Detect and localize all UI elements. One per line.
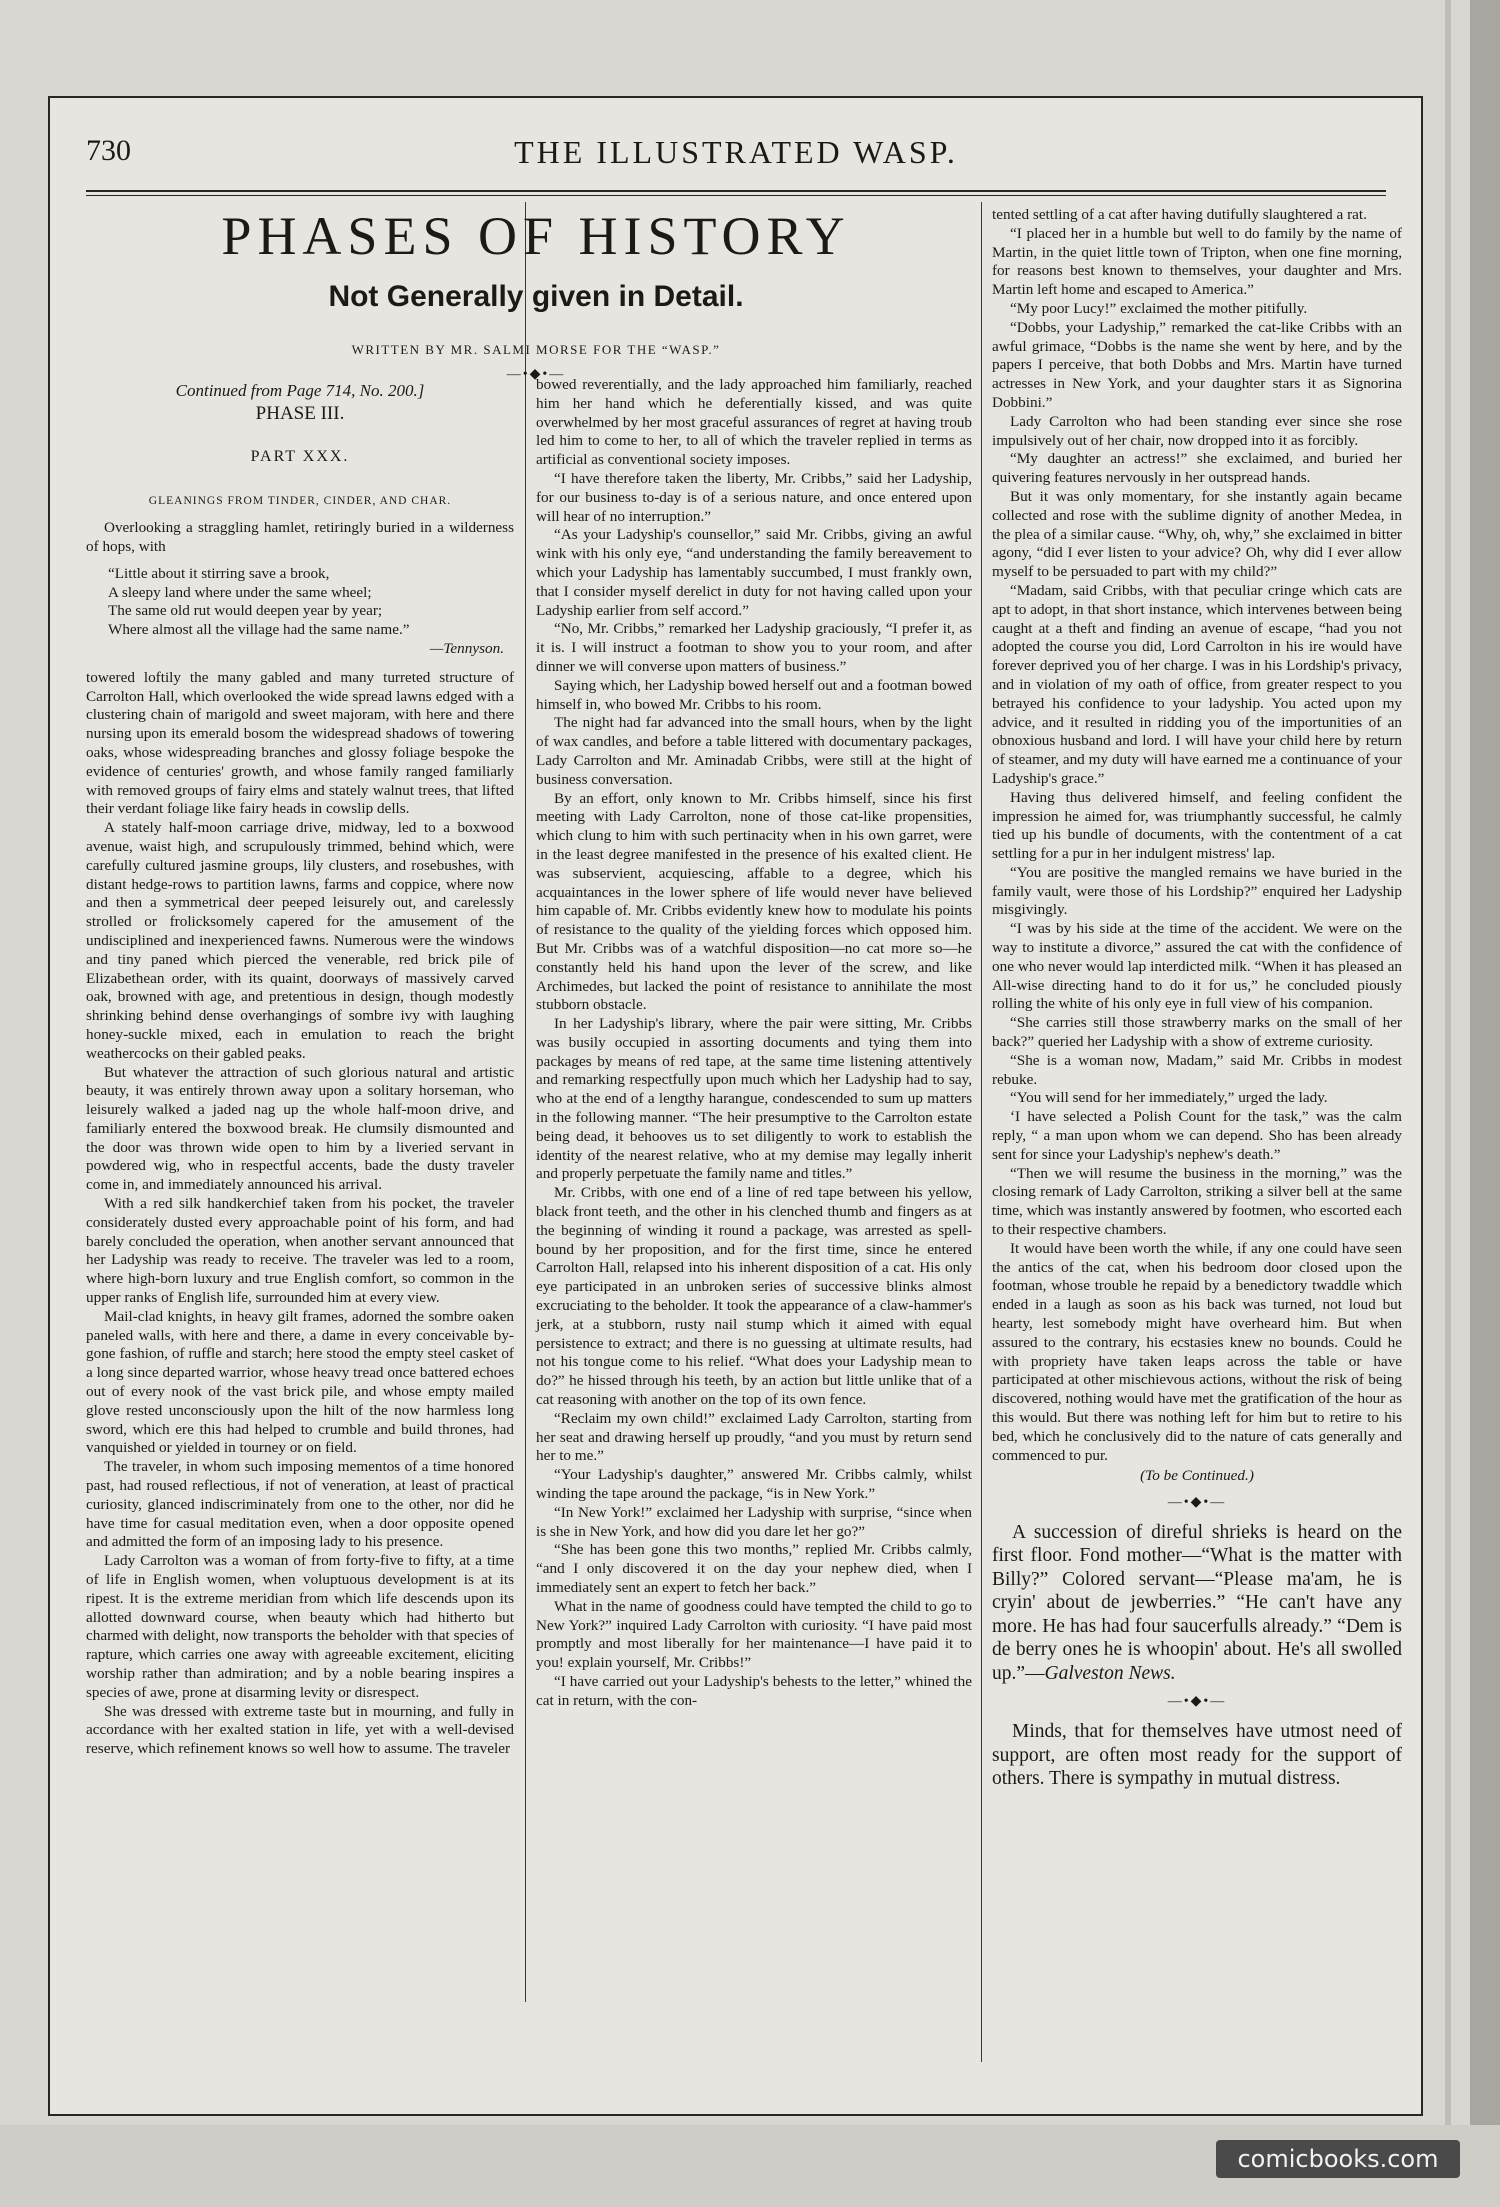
article-byline: WRITTEN BY MR. SALMI MORSE FOR THE “WASP.”: [351, 342, 721, 357]
paragraph: “You are positive the mangled remains we have buried in the family vault, were those of his Lordship?” enquired her Ladyship misgivingly.: [992, 863, 1402, 919]
paragraph: “No, Mr. Cribbs,” remarked her Ladyship graciously, “I prefer it, as it is. I will instruct a footman to show you to your room, and after dinner we will converse upon matters of business.”: [536, 620, 972, 675]
paragraph: “In New York!” exclaimed her Ladyship with surprise, “since when is she in New York, and how did you dare let her go?”: [536, 1503, 972, 1540]
paragraph: In her Ladyship's library, where the pair were sitting, Mr. Cribbs was busily occupied in assorting documents and tying them into packages by means of red tape, at the same time listening attentively and remarking respectfully upon much which her Ladyship had to say, who at the end of a lengthy harangue, condescended to sum up matters in the following manner. “The heir presumptive to the Carrolton estate being dead, it behooves us to set diligently to work to establish the identity of the nearest relative, who at my demise may legally inherit and properly perpetuate the family name and titles.”: [536, 1015, 972, 1183]
part-heading: PART XXX.: [250, 447, 350, 465]
paragraph: Mr. Cribbs, with one end of a line of red tape between his yellow, black front teeth, and the other in his clenched thumb and fingers as at the beginning of winding it round a package, was arrested as spell-bound by her proposition, and for the first time, since he entered Carrolton Hall, relapsed into his inherent disposition of a cat. His only eye participated in an unbroken series of successive blinks almost excruciating to the beholder. It took the appearance of a claw-hammer's jerk, at a stubborn, rusty nail stump which it aimed with equal persistence to extract; and there is no guessing at ultimate results, had not his tongue come to his relief. “What does your Ladyship mean to do?” he hissed through his teeth, by an action but little unlike that of a cat reasoning with another on the top of its own fence.: [536, 1184, 972, 1409]
paragraph: “You will send for her immediately,” urged the lady.: [1010, 1089, 1328, 1107]
paragraph: What in the name of goodness could have tempted the child to go to New York?” inquired Lady Carrolton with curiosity. “I have paid most promptly and most liberally for her maintenance—I have paid it to you! explain yourself, Mr. Cribbs!”: [536, 1597, 972, 1672]
paragraph: ‘I have selected a Polish Count for the task,” was the calm reply, “ a man upon whom we can depend. Sho has been already sent for since your Ladyship's nephew's death.”: [992, 1108, 1402, 1163]
paragraph: Lady Carrolton was a woman of from forty-five to fifty, at a time of life in English women, when voluptuous development is at its ripest. It is the extreme meridian from which life descends upon its allotted downward course, when beauty which had hitherto but charmed with delight, now transports the beholder with that species of rapture, which carries one away with agreeable excitement, eliciting worship rather than admiration; and by a noble bearing inspires a species of awe, prone at disarming levity or disrespect.: [86, 1552, 514, 1701]
paragraph: “Madam, said Cribbs, with that peculiar cringe which cats are apt to adopt, in that short instance, which intervenes between being caught at a theft and finding an avenue of escape, “had you not adopted the course you did, Lord Carrolton in his ire would have forever deprived you of her charge. I was in his Lordship's privacy, and in violation of my oath of office, from greater respect to you betrayed his confidence to your ladyship. You acted upon my advice, and it resulted in ridding you of the importunities of an obnoxious husband and lord. I will have your child here by return of steamer, and my duty will have earned me a continuance of your Ladyship's grace.”: [992, 581, 1402, 787]
paragraph: “Your Ladyship's daughter,” answered Mr. Cribbs calmly, whilst winding the tape around the package, “is in New York.”: [536, 1466, 972, 1503]
poem-line: Where almost all the village had the same name.”: [108, 621, 410, 639]
paragraph: tented settling of a cat after having dutifully slaughtered a rat.: [992, 206, 1367, 223]
ornament: —•◆•—: [1167, 1694, 1227, 1710]
paragraph: “Reclaim my own child!” exclaimed Lady Carrolton, starting from her seat and drawing herself up proudly, “and you must by return send her to me.”: [536, 1409, 972, 1465]
filler-source: Galveston News.: [1044, 1662, 1176, 1684]
paragraph: But whatever the attraction of such glorious natural and artistic beauty, it was entirely thrown away upon a solitary horseman, who leisurely walked a jaded nag up the whole half-moon drive, and familiarly entered the boxwood break. He clumsily dismounted and the door was thrown wide open to him by a liveried servant in powdered wig, who in respectful accents, bade the dusty traveler come in, and immediately announced his arrival.: [86, 1063, 514, 1194]
filler-item: [992, 1521, 1402, 1686]
paragraph: “My poor Lucy!” exclaimed the mother pitifully.: [1010, 299, 1308, 317]
page-edge-shadow: [1445, 0, 1451, 2207]
paragraph: “She is a woman now, Madam,” said Mr. Cribbs in modest rebuke.: [992, 1051, 1402, 1088]
paragraph: “As your Ladyship's counsellor,” said Mr. Cribbs, giving an awful wink with his only eye, “and understanding the family bereavement to which your Ladyship has lamentably succumbed, I must frankly own, that I consider myself derelict in duty for not having called upon your Ladyship earlier from self accord.”: [536, 526, 972, 619]
paragraph: “I have carried out your Ladyship's behests to the letter,” whined the cat in return, with the con-: [536, 1672, 972, 1709]
page-number: 730: [86, 134, 131, 167]
header-rule-thin: [86, 195, 1386, 196]
poem-line: “Little about it stirring save a brook,: [108, 564, 330, 582]
continued-note: Continued from Page 714, No. 200.]: [175, 381, 425, 400]
paragraph: “She carries still those strawberry marks on the small of her back?” queried her Ladyship with a show of extreme curiosity.: [992, 1014, 1402, 1051]
ornament: —•◆•—: [506, 367, 566, 382]
paragraph: “She has been gone this two months,” replied Mr. Cribbs calmly, “and I only discovered it on the day your nephew died, when I immediately sent an expert to fetch her back.”: [536, 1541, 972, 1596]
filler-body: A succession of direful shrieks is heard on the first floor. Fond mother—“What is the matter with Billy?” Colored servant—“Please ma'am, he is cryin' about de jewberries.” “He can't have any more. He has had four saucerfulls already.” “Dem is de berry ones he is whoopin' about. He's all swolled up.”—: [992, 1521, 1402, 1684]
phase-heading: PHASE III.: [255, 402, 345, 424]
paragraph: “I was by his side at the time of the accident. We were on the way to institute a divorce,” assured the cat with the confidence of one who never would lap interdicted milk. “When it has pleased an All-wise directing hand to do it for us,” he concluded piously rolling the white of his only eye in full view of his companion.: [992, 920, 1402, 1013]
column-2: [536, 376, 972, 1711]
poem-attribution: —Tennyson.: [429, 639, 504, 657]
article-subtitle: Not Generally given in Detail.: [328, 280, 744, 313]
paragraph: “My daughter an actress!” she exclaimed, and buried her quivering features nervously in her outspread hands.: [992, 450, 1402, 487]
paragraph: “I have therefore taken the liberty, Mr. Cribbs,” said her Ladyship, for our business to-day is of a serious nature, and once entered upon will hear of no interruption.”: [536, 469, 972, 525]
paragraph: The traveler, in whom such imposing mementos of a time honored past, had roused reflectious, if not of veneration, at least of practical curiosity, glanced indiscriminately from one to the other, nor did he have time for casual meditation even, when a door opposite opened and admitted the form of an imposing lady to his presence.: [86, 1458, 514, 1551]
section-heading: GLEANINGS FROM TINDER, CINDER, AND CHAR.: [148, 495, 452, 508]
page-edge: [1470, 0, 1500, 2207]
filler-item-2: [992, 1720, 1402, 1791]
paragraph: With a red silk handkerchief taken from his pocket, the traveler considerately dusted every approachable point of his form, and had barely concluded the operation, when another servant announced that her Ladyship was ready to receive. The traveler was led to a room, where high-born luxury and true English comfort, so common in the upper ranks of English life, surrounded him at every view.: [86, 1195, 514, 1307]
header-rule: [86, 190, 1386, 192]
paragraph: By an effort, only known to Mr. Cribbs himself, since his first meeting with Lady Carrolton, none of those cat-like propensities, which clung to him with such pertinacity when in his own garret, were in the least degree manifested in the presence of his exalted client. He was subservient, acquiescing, affable to a degree, which his acquaintances in the lower sphere of life would never have believed him capable of. Mr. Cribbs evidently knew how to modulate his points of resistance to the quality of the yielding forces which opposed him. But Mr. Cribbs was of a watchful disposition—no cat more so—he constantly held his hand upon the lever of the screw, and like Archimedes, but lacked the point of resistance to annihilate the most stubborn obstacle.: [536, 789, 972, 1014]
column-rule-2: [981, 202, 982, 2062]
paragraph: Overlooking a straggling hamlet, retiringly buried in a wilderness of hops, with: [86, 519, 514, 555]
masthead: THE ILLUSTRATED WASP.: [514, 134, 958, 170]
watermark: comicbooks.com: [1216, 2140, 1460, 2178]
paragraph: Saying which, her Ladyship bowed herself out and a footman bowed himself in, who bowed Mr. Cribbs to his room.: [536, 676, 972, 713]
paragraph: She was dressed with extreme taste but in mourning, and fully in accordance with her exalted station in life, yet with a well-devised reserve, which refinement knows so well how to assume. The traveler: [86, 1702, 514, 1758]
to-be-continued: (To be Continued.): [1140, 1467, 1254, 1485]
paragraph: “Then we will resume the business in the morning,” was the closing remark of Lady Carrolton, striking a silver bell at the same time, which was instantly answered by footmen, who escorted each to their respective chambers.: [992, 1164, 1402, 1239]
paragraph: It would have been worth the while, if any one could have seen the antics of the cat, when his bedroom door closed upon the footman, whose trouble he repaid by a benedictory twaddle which ended in a laugh as soon as his back was turned, not loud but hearty, lest somebody might have overheard him. But when assured to the contrary, his ecstasies knew no bounds. Could he with propriety have taken leaps across the table or have participated at other mischievous actions, without the risk of being discovered, nothing would have met the gratification of the hour as this would. But there was nothing left for him but to retire to his bed, which he conclusively did to the nature of cats generally and commenced to pur.: [992, 1239, 1402, 1464]
paragraph: A stately half-moon carriage drive, midway, led to a boxwood avenue, waist high, and scrupulously trimmed, behind which, were carefully cultured jasmine groups, lily clusters, and rosebushes, with distant hedge-rows to partition lawns, farms and coppice, where now and then a symmetrical deer peeped leisurely out, and carelessly strolled or frolicksomely capered for the amusement of the undisciplined and inexperienced fawns. Numerous were the windows and tiny paned which pierced the venerable, red brick pile of Elizabethean order, with its quaint, doorways of massively carved oak, browned with age, and pretentious in design, though modestly shrinking behind dense overhangings of sombre ivy with laughing honey-suckle mixed, each in emulation to reach the bright weathercocks on their gabled peaks.: [86, 819, 514, 1062]
paragraph: Mail-clad knights, in heavy gilt frames, adorned the sombre oaken paneled walls, with here and there, a dame in every conceivable by-gone fashion, of ruffle and starch; here stood the empty steel casket of a long since departed warrior, whose heavy tread once battered echoes out of every nook of the vast brick pile, and whose empty mailed glove rested unconsciously upon the hilt of the now harmless long sword, which ere this had helped to crumble and build thrones, had vanquished or yielded in tourney or on field.: [86, 1307, 514, 1457]
paragraph: towered loftily the many gabled and many turreted structure of Carrolton Hall, which overlooked the wide spread lawns edged with a clustering chain of marigold and sweet majoram, with here and there nursing upon its emerald bosom the widespread shadows of towering oaks, whose widespreading branches and glossy foliage bespoke the evidence of centuries' growth, and whose family ranged familiarly with removed groups of fairy elms and stately walnut trees, that lifted their verdant foliage like fairy heads in cowslip dells.: [86, 668, 514, 818]
paragraph: “I placed her in a humble but well to do family by the name of Martin, in the quiet little town of Tripton, when one fine morning, for reasons best known to themselves, your daughter and Mrs. Martin left home and escaped to America.”: [992, 224, 1402, 299]
paragraph: “Dobbs, your Ladyship,” remarked the cat-like Cribbs with an awful grimace, “Dobbs is the name she went by here, and by the papers I perceive, that both Dobbs and Mrs. Martin have turned actresses in New York, and your daughter stars it as Signorina Dobbini.”: [992, 318, 1402, 411]
paragraph: bowed reverentially, and the lady approached him familiarly, reached him her hand which he deferentially kissed, and was quite overwhelmed by her most graceful assurances of regret at having troub led him to come to her, to all of which the traveler replied in terms as artificial as conventional society imposes.: [536, 376, 972, 469]
column-3: [992, 206, 1402, 1791]
page-header: [86, 134, 1386, 180]
paragraph: But it was only momentary, for she instantly again became collected and rose with the sublime dignity of another Medea, in the plea of a similar cause. “Why, oh, why,” she exclaimed in bitter agony, “did I ever listen to your advice? Oh, why did I ever allow myself to be persuaded to part with my child?”: [992, 487, 1402, 581]
article-title: PHASES OF HISTORY: [221, 206, 851, 266]
poem-line: The same old rut would deepen year by year;: [108, 602, 383, 620]
ornament: —•◆•—: [1167, 1495, 1227, 1511]
poem-line: A sleepy land where under the same wheel;: [108, 583, 372, 601]
paragraph: The night had far advanced into the small hours, when by the light of wax candles, and before a table littered with documentary packages, Lady Carrolton and Mr. Aminadab Cribbs, were still at the hight of business conversation.: [536, 714, 972, 788]
article-heading: [86, 206, 986, 383]
filler-text: Minds, that for themselves have utmost need of support, are often most ready for the support of others. There is sympathy in mutual distress.: [992, 1721, 1402, 1790]
newspaper-page: [48, 96, 1423, 2116]
poem: [108, 565, 514, 659]
paragraph: Lady Carrolton who had been standing ever since she rose impulsively out of her chair, now dropped into it as forcibly.: [992, 412, 1402, 449]
filler-text: [992, 1521, 1402, 1686]
column-1: [86, 376, 514, 1759]
paragraph: Having thus delivered himself, and feeling confident the impression he aimed for, was triumphantly successful, he calmly tied up his bundle of documents, with the contentment of a cat settling for a pur in her indulgent mistress' lap.: [992, 788, 1402, 863]
column-rule-1: [525, 202, 526, 2002]
